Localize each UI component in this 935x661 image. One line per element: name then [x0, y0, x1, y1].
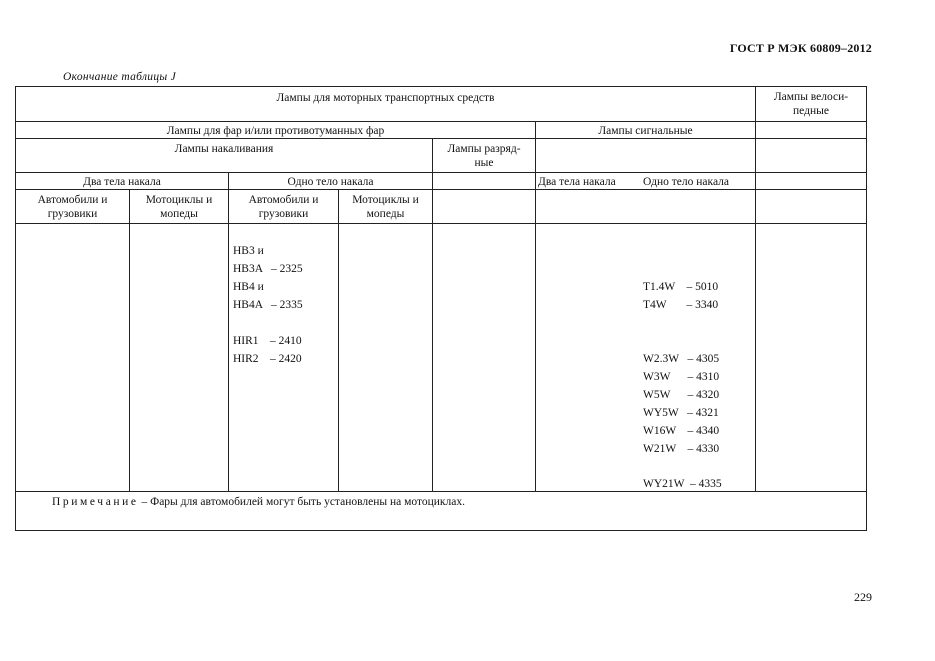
incandescent-lamps-header: Лампы накаливания [174, 143, 274, 155]
table-note [52, 496, 465, 508]
list-item: WY5W – 4321 [643, 407, 719, 419]
list-item: W21W – 4330 [643, 443, 720, 455]
list-item: W16W – 4340 [643, 425, 720, 437]
cars-trucks-header-1: Автомобили и грузовики [37, 194, 108, 220]
note-lead: Примечание [52, 496, 139, 508]
list-item: W3W – 4310 [643, 371, 720, 383]
two-filament-header: Два тела накала [83, 176, 161, 188]
list-item: HB4 и [233, 281, 264, 293]
list-item: HIR1 – 2410 [233, 335, 302, 347]
signal-lamps-header: Лампы сигнальные [598, 125, 693, 137]
list-item: HB4A – 2335 [233, 299, 303, 311]
signal-one-filament-header: Одно тело накала [643, 176, 729, 188]
bicycle-lamps-header: Лампы велоси- педные [773, 91, 849, 117]
list-item: HB3A – 2325 [233, 263, 303, 275]
list-item: W5W – 4320 [643, 389, 720, 401]
standard-designation: ГОСТ Р МЭК 60809–2012 [729, 41, 872, 55]
headlamp-lamps-header: Лампы для фар и/или противотуманных фар [166, 125, 385, 137]
page-number: 229 [854, 590, 872, 604]
list-item: WY21W – 4335 [643, 478, 722, 490]
motorcycles-header-1: Мотоциклы и мопеды [145, 194, 213, 220]
list-item: T4W – 3340 [643, 299, 719, 311]
list-item: W2.3W – 4305 [643, 353, 720, 365]
list-item: HIR2 – 2420 [233, 353, 302, 365]
motor-vehicle-lamps-header: Лампы для моторных транспортных средств [276, 92, 495, 104]
note-text: – Фары для автомобилей могут быть установлены на мотоциклах. [138, 496, 465, 508]
cars-trucks-header-2: Автомобили и грузовики [248, 194, 319, 220]
list-item: HB3 и [233, 245, 264, 257]
table-caption: Окончание таблицы J [63, 71, 177, 83]
one-filament-header: Одно тело накала [287, 176, 374, 188]
discharge-lamps-header: Лампы разряд- ные [447, 143, 521, 169]
motorcycles-header-2: Мотоциклы и мопеды [352, 194, 419, 220]
signal-two-filament-header: Два тела накала [538, 176, 616, 188]
list-item: T1.4W – 5010 [643, 281, 719, 293]
